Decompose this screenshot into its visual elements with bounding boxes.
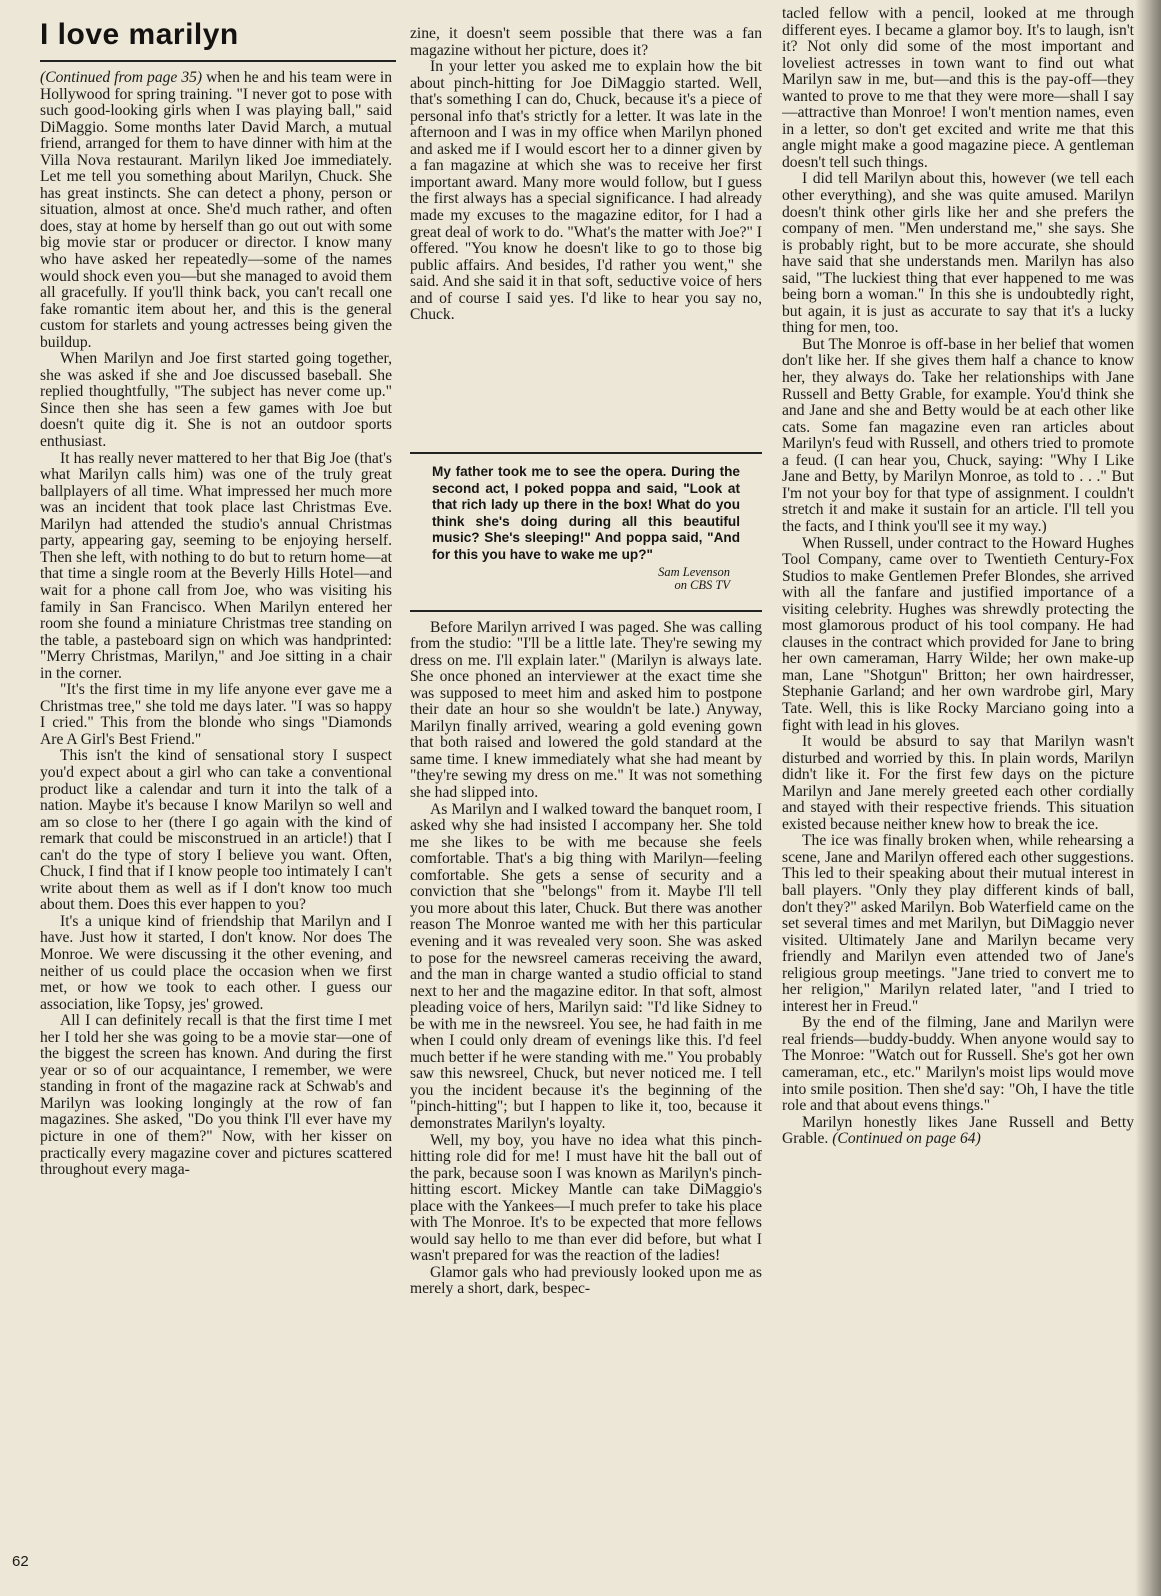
page-number: 62 [12, 1553, 29, 1570]
col2-paragraph-1: zine, it doesn't seem possible that there was a fan magazine without her picture, does it? [410, 26, 762, 59]
col2-paragraph-5: Well, my boy, you have no idea what this pinch-hitting role did for me! I must have hit the ball out of the park, because soon I was known as Marilyn's pinch-hitting escort. Mickey Mantle can take DiMaggio's place with the Yankees—I much prefer to take his place with The Monroe. It's to be expected that more fellows would say hello to me than ever did before, but what I wasn't prepared for was the reaction of the ladies! [410, 1131, 762, 1265]
page-edge-shadow [1135, 0, 1161, 1596]
col3-paragraph-6: The ice was finally broken when, while rehearsing a scene, Jane and Marilyn offered each other suggestions. This led to their speaking about their mutual interest in ball players. "Only they play different kinds of ball, don't they?" asked Marilyn. Bob Waterfield came on the set several times and met Marilyn, but DiMaggio never visited. Ultimately Jane and Marilyn became very friendly and Marilyn even attended two of Jane's religious group meetings. "Jane tried to convert me to her religion," Marilyn related later, "and I tried to interest her in Freud." [782, 832, 1134, 1015]
col2-paragraph-6: Glamor gals who had previously looked upon me as merely a short, dark, bespec- [410, 1263, 762, 1298]
col1-paragraph-3: It has really never mattered to her that Big Joe (that's what Marilyn calls him) was one of the truly great ballplayers of all time. What impressed her much more was an incident that took place last Christmas Eve. Marilyn had attended the studio's annual Christmas party, appearing gay, seeming to be enjoying herself. Then she left, with nothing to do but to return home—at that time a single room at the Beverly Hills Hotel—and wait for a phone call from Joe, who was visiting his family in San Francisco. When Marilyn entered her room she found a miniature Christmas tree standing on the table, a pasteboard sign on which was handprinted: "Merry Christmas, Marilyn," and Joe sitting in a chair in the corner. [40, 449, 392, 682]
col1-paragraph-1: (Continued from page 35) when he and his team were in Hollywood for spring training. "I never got to pose with such good-looking girls when I was playing ball," said DiMaggio. Some months later David March, a mutual friend, arranged for them to have dinner with him at the Villa Nova restaurant. Marilyn liked Joe immediately. Let me tell you something about Marilyn, Chuck. She has great instincts. She can detect a phony, person or situation, almost at once. She'd much rather, and often does, stay at home by herself than go out out with some big movie star or producer or director. I know many who have asked her repeatedly—some of the names would shock even you—but she managed to avoid them all gracefully. If you'll think back, you can't recall one fake romantic item about her, and this is the general custom for starlets and young actresses being given the buildup. [40, 70, 392, 351]
quote-attribution-name: Sam Levenson [658, 564, 730, 579]
quote-text: My father took me to see the opera. During the second act, I poked poppa and said, "Look at that rich lady up there in the box! What do you think she's doing during all this beautiful music? She's sleeping!" And poppa said, "And for this you have to wake me up?" [432, 464, 740, 562]
article-headline: I love marilyn [40, 18, 239, 51]
quote-attribution-source: on CBS TV [674, 577, 730, 592]
column-3 [782, 6, 1134, 1580]
col3-paragraph-5: It would be absurd to say that Marilyn wasn't disturbed and worried by this. In plain words, Marilyn didn't like it. For the first few days on the picture Marilyn and Jane merely greeted each other cordially and stayed with their respective friends. This situation existed because neither knew how to break the ice. [782, 733, 1134, 833]
col2-paragraph-3: Before Marilyn arrived I was paged. She was calling from the studio: "I'll be a little late. They're sewing my dress on me. I'll explain later." (Marilyn is always late. She once phoned an interviewer at the exact time she was supposed to meet him and asked him to postpone their date an hour so she wouldn't be late.) Anyway, Marilyn finally arrived, wearing a gold evening gown that both raised and lowered the gold standard at the same time. I knew immediately what she had meant by "they're sewing my dress on me." It was not something she had slipped into. [410, 618, 762, 802]
col1-paragraph-6: It's a unique kind of friendship that Marilyn and I have. Just how it started, I don't know. Nor does The Monroe. We were discussing it the other evening, and neither of us could place the occasion when we first met, or how we took to each other. I guess our association, like Topsy, jes' growed. [40, 912, 392, 1013]
col1-paragraph-4: "It's the first time in my life anyone ever gave me a Christmas tree," she told me days later. "I was so happy I cried." This from the blonde who sings "Diamonds Are A Girl's Best Friend." [40, 681, 392, 748]
col1-paragraph-7: All I can definitely recall is that the first time I met her I told her she was going to be a movie star—one of the biggest the screen has known. And during the first year or so of our acquaintance, I remember, we were standing in front of the magazine rack at Schwab's and Marilyn was looking longingly at the row of fan magazines. She asked, "Do you think I'll ever have my picture in one of them?" Now, with her kisser on practically every magazine cover and pictures scattered throughout every maga- [40, 1012, 392, 1179]
col3-paragraph-7: By the end of the filming, Jane and Marilyn were real friends—buddy-buddy. When anyone would say to The Monroe: "Watch out for Russell. She's got her own cameraman, etc., etc." Marilyn's moist lips would move into smile position. Then she'd say: "Oh, I have the title role and that about evens things." [782, 1014, 1134, 1115]
column-2 [410, 26, 762, 1580]
column-1 [40, 70, 392, 1580]
col3-paragraph-3: But The Monroe is off-base in her belief that women don't like her. If she gives them half a chance to know her, they always do. Take her relationships with Jane Russell and Betty Grable, for example. You'd think she and Jane and she and Betty would be at each other like cats. Some fan magazine even ran articles about Marilyn's feud with Russell, and others tried to promote a feud. (I can hear you, Chuck, saying: "Why I Like Jane and Betty, by Marilyn Monroe, as told to . . ." But I'm not your boy for that type of assignment. I couldn't stretch it and make it sustain for an article. I'll tell you the facts, and I think you'll see it my way.) [782, 335, 1134, 535]
continued-from-note: (Continued from page 35) [40, 70, 203, 86]
quote-attribution [432, 566, 740, 592]
col1-paragraph-5: This isn't the kind of sensational story I suspect you'd expect about a girl who can take a conventional product like a calendar and turn it into the talk of a nation. Maybe it's because I know Marilyn so well and am so close to her (there I go again with the kind of remark that could be misconstrued in an article!) that I can't do the type of story I believe you want. Often, Chuck, I find that if I know people too intimately I can't write about them as well as if I don't know too much about them. Does this ever happen to you? [40, 747, 392, 914]
col2-bottom-text [410, 620, 762, 1298]
continued-on-note: (Continued on page 64) [832, 1130, 981, 1148]
col1-paragraph-2: When Marilyn and Joe first started going together, she was asked if she and Joe discussed baseball. She replied thoughtfully, "The subject has never come up." Since then she has seen a few games with Joe but doesn't quite dig it. She is not an outdoor sports enthusiast. [40, 350, 392, 451]
col2-paragraph-2: In your letter you asked me to explain how the bit about pinch-hitting for Joe DiMaggio started. Well, that's something I can do, Chuck, because it's a piece of personal info that's strictly for a letter. It was late in the afternoon and I was in my office when Marilyn phoned and asked me if I would escort her to a dinner given by a fan magazine at which she was to receive her first important award. Many more would follow, but I guess the first always has a special significance. I had already made my excuses to the magazine editor, for I had a great deal of work to do. "What's the matter with Joe?" I offered. "You know he doesn't like to go to those big public affairs. And besides, I'd rather you went," she said. And she said it in that soft, seductive voice of hers and of course I said yes. I'd like to hear you say no, Chuck. [410, 58, 762, 324]
col2-paragraph-4: As Marilyn and I walked toward the banquet room, I asked why she had insisted I accompany her. She told me she likes to be with me because she feels comfortable. That's a big thing with Marilyn—feeling comfortable. She gets a sense of security and a conviction that she "belongs" from it. Maybe I'll tell you more about this later, Chuck. But there was another reason The Monroe wanted me with her this particular evening and it was revealed very soon. She was asked to pose for the newsreel cameras receiving the award, and the man in charge wanted a studio official to stand next to her and the magazine editor. In that soft, almost pleading voice of hers, Marilyn said: "I'd like Sidney to be with me in the newsreel. You see, he had faith in me when I could only dream of evenings like this. I'd feel much better if he were standing with me." You probably saw this newsreel, Chuck, but never noticed me. I tell you the incident because it's the beginning of the "pinch-hitting"; but I happen to like it, too, because it demonstrates Marilyn's loyalty. [410, 800, 762, 1132]
col3-paragraph-4: When Russell, under contract to the Howard Hughes Tool Company, came over to Twentieth Century-Fox Studios to make Gentlemen Prefer Blondes, she arrived with all the fanfare and justified importance of a visiting celebrity. Hughes was shrewdly protecting the most glamorous product of his tool company. He had clauses in the contract which provided for Jane to bring her own cameraman, Harry Wilde; her own make-up man, Lane "Shotgun" Britton; her own hairdresser, Stephanie Garland; and her own wardrobe girl, Mary Tate. Well, this is like Rocky Marciano going into a fight with lead in his gloves. [782, 534, 1134, 734]
headline-rule [40, 60, 396, 62]
quote-box [410, 454, 762, 600]
col2-top-text [410, 26, 762, 444]
quote-box-bottom-rule [410, 610, 762, 612]
col3-paragraph-8: Marilyn honestly likes Jane Russell and Betty Grable. (Continued on page 64) [782, 1113, 1134, 1148]
col3-paragraph-1: tacled fellow with a pencil, looked at me through different eyes. I became a glamor boy. It's to laugh, isn't it? Not only did some of the most important and loveliest actresses in town want to find out what Marilyn saw in me, but—and this is the pay-off—they wanted to prove to me that they were more—shall I say—attractive than Monroe! I won't mention names, even in a letter, so don't get excited and write me that this angle might make a good magazine piece. A gentleman doesn't tell such things. [782, 6, 1134, 171]
col3-paragraph-2: I did tell Marilyn about this, however (we tell each other everything), and she was quite amused. Marilyn doesn't think other girls like her and she prefers the company of men. "Men understand me," she says. She is probably right, but to be more accurate, she should have said that she understands men. Marilyn has also said, "The luckiest thing that ever happened to me was being born a woman." In this she is undoubtedly right, but again, it is just as accurate to say that it's a lucky thing for men, too. [782, 170, 1134, 337]
